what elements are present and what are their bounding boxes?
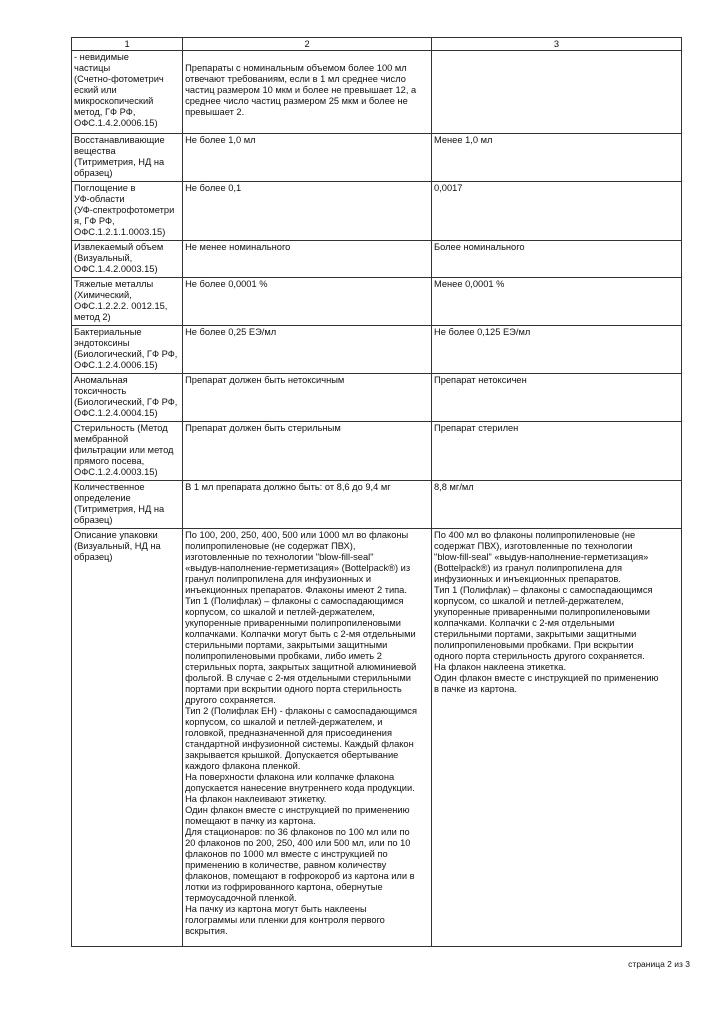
parameter-cell	[72, 241, 183, 278]
table-row	[72, 51, 682, 134]
cell-text-line: По 100, 200, 250, 400, 500 или 1000 мл во флаконы	[185, 530, 409, 540]
parameter-cell	[72, 422, 183, 481]
norm-cell	[183, 374, 432, 422]
parameter-cell	[72, 529, 183, 947]
table-row	[72, 481, 682, 529]
table-row	[72, 326, 682, 374]
cell-text-line: (Титриметрия, НД на	[74, 157, 165, 167]
column-header-1: 1	[72, 38, 183, 51]
cell-text-line: укупоренные приваренными полипропиленовыми	[434, 607, 650, 617]
cell-text-line: (Биологический, ГФ РФ,	[74, 397, 178, 407]
cell-text-line: я, ГФ РФ,	[74, 216, 115, 226]
cell-text-line: Бактериальные	[74, 327, 142, 337]
cell-text-line: ОФС.1.4.2.0003.15)	[74, 264, 158, 274]
cell-text-line: Аномальная	[74, 375, 128, 385]
norm-cell	[183, 529, 432, 947]
cell-text-line: Описание упаковки	[74, 530, 158, 540]
cell-text-line: стандартной инфузионной системы. Каждый флакон	[185, 739, 414, 749]
specification-table	[71, 37, 682, 947]
cell-text-line: УФ-области	[74, 194, 125, 204]
cell-text-line: Препарат нетоксичен	[434, 375, 527, 385]
cell-text-line: определение	[74, 493, 131, 503]
result-cell	[432, 422, 682, 481]
cell-text-line: Стерильность (Метод	[74, 423, 168, 433]
cell-text-line: Препараты с номинальным объемом более 100 мл	[185, 63, 407, 73]
cell-text-line: среднее число частиц размером 25 мкм и более не	[185, 96, 408, 106]
cell-text-line: лотки из гофрированного картона, обернутые	[185, 882, 383, 892]
result-cell	[432, 529, 682, 947]
cell-text-line: допускается нанесение внутреннего кода продукции.	[185, 783, 415, 793]
parameter-cell	[72, 278, 183, 326]
cell-text-line: ОФС.1.2.1.1.0003.15)	[74, 227, 166, 237]
cell-text-line: эндотоксины	[74, 338, 130, 348]
cell-text-line: колпачками. Колпачки могут быть с 2-мя отдельными	[185, 629, 416, 639]
cell-text-line: Не более 0,25 ЕЭ/мл	[185, 327, 277, 337]
cell-text-line: (Счетно-фотометрич	[74, 74, 164, 84]
cell-text-line: Не более 0,125 ЕЭ/мл	[434, 327, 531, 337]
cell-text-line: На флакон наклеивают этикетку.	[185, 794, 327, 804]
cell-text-line: применению в количестве, равном количеству	[185, 860, 387, 870]
cell-text-line: инфузионных и инъекционных препаратов.	[434, 574, 621, 584]
cell-text-line: (Визуальный, НД на	[74, 541, 161, 551]
result-cell	[432, 182, 682, 241]
cell-text-line: (УФ-спектрофотометри	[74, 205, 175, 215]
column-header-2: 2	[183, 38, 432, 51]
cell-text-line: (Титриметрия, НД на	[74, 504, 165, 514]
cell-text-line: Поглощение в	[74, 183, 136, 193]
table-row	[72, 422, 682, 481]
cell-text-line: Препарат должен быть нетоксичным	[185, 375, 345, 385]
norm-cell	[183, 241, 432, 278]
cell-text-line: образец)	[74, 168, 113, 178]
cell-text-line: Тип 1 (Полифлак) – флаконы с самоспадающимся	[434, 585, 653, 595]
cell-text-line: Менее 1,0 мл	[434, 135, 493, 145]
cell-text-line: колпачками. Колпачки с 2-мя отдельными	[434, 618, 615, 628]
cell-text-line: стерильных порта, закрытых защитной алюминиевой	[185, 662, 417, 672]
cell-text-line: ОФС.1.2.2.2. 0012.15,	[74, 301, 168, 311]
cell-text-line: укупоренные приваренными полипропиленовыми	[185, 618, 402, 628]
cell-text-line: термоусадочной пленкой.	[185, 893, 297, 903]
cell-text-line: Не более 0,0001 %	[185, 279, 268, 289]
cell-text-line: На пачку из картона могут быть наклеены	[185, 904, 367, 914]
cell-text-line: (Химический,	[74, 290, 132, 300]
cell-text-line: Препарат должен быть стерильным	[185, 423, 341, 433]
cell-text-line: Не более 1,0 мл	[185, 135, 256, 145]
norm-cell	[183, 182, 432, 241]
cell-text-line: - невидимые	[74, 52, 129, 62]
cell-text-line: ОФС.1.2.4.0003.15)	[74, 467, 158, 477]
cell-text-line: инъекционных препаратов. Флаконы имеют 2 типа.	[185, 585, 407, 595]
cell-text-line: помещают в пачку из картона.	[185, 816, 316, 826]
cell-text-line: головкой, предназначенной для присоединения	[185, 728, 393, 738]
cell-text-line: Препарат стерилен	[434, 423, 519, 433]
cell-text-line: фольгой. В случае с 2-мя отдельными стерильными	[185, 673, 411, 683]
cell-text-line: прямого посева,	[74, 456, 145, 466]
cell-text-line: (Биологический, ГФ РФ,	[74, 349, 178, 359]
cell-text-line: закрывается крышкой. Допускается обертывание	[185, 750, 399, 760]
cell-text-line: образец)	[74, 552, 113, 562]
result-cell	[432, 51, 682, 134]
table-header-row	[72, 38, 682, 51]
cell-text-line: одного порта стерильность другого сохраняется.	[434, 651, 645, 661]
cell-text-line: (Bottelpack®) из гранул полипропилена для	[434, 563, 623, 573]
parameter-cell	[72, 134, 183, 182]
cell-text-line: В 1 мл препарата должно быть: от 8,6 до 9,4 мг	[185, 482, 391, 492]
cell-text-line: 20 флаконов по 200, 250, 400 или 500 мл, или по 10	[185, 838, 411, 848]
cell-text-line: Восстанавливающие	[74, 135, 165, 145]
result-cell	[432, 241, 682, 278]
cell-text-line: голограммы или пленки для контроля первого	[185, 915, 385, 925]
cell-text-line: стерильными портами, закрытыми защитными	[434, 629, 637, 639]
parameter-cell	[72, 481, 183, 529]
cell-text-line: фильтрации или метод	[74, 445, 174, 455]
cell-text-line: отвечают требованиям, если в 1 мл среднее число	[185, 74, 406, 84]
cell-text-line: каждого флакона пленкой.	[185, 761, 301, 771]
table-row	[72, 182, 682, 241]
cell-text-line: стерильными портами, закрытыми защитными	[185, 640, 388, 650]
cell-text-line: Для стационаров: по 36 флаконов по 100 мл или по	[185, 827, 410, 837]
cell-text-line: мембранной	[74, 434, 129, 444]
parameter-cell	[72, 51, 183, 134]
cell-text-line: вскрытия.	[185, 926, 228, 936]
cell-text-line: микроскопический	[74, 96, 154, 106]
result-cell	[432, 481, 682, 529]
cell-text-line: полипропиленовыми пробками. При вскрытии	[434, 640, 634, 650]
cell-text-line: ОФС.1.4.2.0006.15)	[74, 118, 158, 128]
page-number: страница 2 из 3	[628, 959, 690, 969]
cell-text-line: портами при вскрытии одного порта стерильность	[185, 684, 402, 694]
cell-text-line: корпусом, со шкалой и петлей-держателем,	[185, 607, 375, 617]
cell-text-line	[185, 52, 429, 63]
cell-text-line: Более номинального	[434, 242, 525, 252]
result-cell	[432, 374, 682, 422]
cell-text-line: Не более 0,1	[185, 183, 242, 193]
cell-text-line: (Визуальный,	[74, 253, 133, 263]
cell-text-line: 8,8 мг/мл	[434, 482, 474, 492]
cell-text-line: Извлекаемый объем	[74, 242, 164, 252]
cell-text-line: частиц размером 10 мкм и более не превышает 12, а	[185, 85, 417, 95]
cell-text-line: токсичность	[74, 386, 127, 396]
cell-text-line: На флакон наклеена этикетка.	[434, 662, 567, 672]
cell-text-line: гранул полипропилена для инфузионных и	[185, 574, 372, 584]
cell-text-line: Не менее номинального	[185, 242, 291, 252]
cell-text-line: в пачке из картона.	[434, 684, 517, 694]
table-row	[72, 241, 682, 278]
parameter-cell	[72, 182, 183, 241]
cell-text-line: На поверхности флакона или колпачке флакона	[185, 772, 395, 782]
norm-cell	[183, 134, 432, 182]
cell-text-line: Тип 1 (Полифлак) – флаконы с самоспадающимся	[185, 596, 404, 606]
cell-text-line: образец)	[74, 515, 113, 525]
cell-text-line: превышает 2.	[185, 107, 245, 117]
cell-text-line: «выдув-наполнение-герметизация» (Bottelpack®) из	[185, 563, 411, 573]
table-row	[72, 134, 682, 182]
table-row	[72, 529, 682, 947]
parameter-cell	[72, 374, 183, 422]
parameter-cell	[72, 326, 183, 374]
norm-cell	[183, 481, 432, 529]
cell-text-line: Менее 0,0001 %	[434, 279, 505, 289]
result-cell	[432, 278, 682, 326]
cell-text-line: ОФС.1.2.4.0006.15)	[74, 360, 158, 370]
norm-cell	[183, 326, 432, 374]
cell-text-line: корпусом, со шкалой и петлей-держателем, и	[185, 717, 383, 727]
cell-text-line: флаконов по 1000 мл вместе с инструкцией по	[185, 849, 388, 859]
cell-text-line: По 400 мл во флаконы полипропиленовые (не	[434, 530, 636, 540]
cell-text-line: другого сохраняется.	[185, 695, 276, 705]
norm-cell	[183, 278, 432, 326]
norm-cell	[183, 422, 432, 481]
cell-text-line: полипропиленовыми пробками, либо иметь 2	[185, 651, 382, 661]
cell-text-line: Один флакон вместе с инструкцией по применению	[434, 673, 659, 683]
norm-cell	[183, 51, 432, 134]
cell-text-line: полипропиленовые (не содержат ПВХ),	[185, 541, 356, 551]
cell-text-line: Один флакон вместе с инструкцией по применению	[185, 805, 410, 815]
result-cell	[432, 134, 682, 182]
cell-text-line: метод, ГФ РФ,	[74, 107, 136, 117]
column-header-3: 3	[432, 38, 682, 51]
cell-text-line: корпусом, со шкалой и петлей-держателем,	[434, 596, 624, 606]
cell-text-line: флаконов, помещают в гофрокороб из картона или в	[185, 871, 415, 881]
result-cell	[432, 326, 682, 374]
cell-text-line: метод 2)	[74, 312, 111, 322]
cell-text-line: Количественное	[74, 482, 145, 492]
table-row	[72, 374, 682, 422]
cell-text-line: 0,0017	[434, 183, 463, 193]
cell-text-line: частицы	[74, 63, 111, 73]
cell-text-line: Тяжелые металлы	[74, 279, 154, 289]
cell-text-line: "blow-fill-seal" «выдув-наполнение-герметизация»	[434, 552, 649, 562]
cell-text-line: содержат ПВХ), изготовленные по технологии	[434, 541, 633, 551]
cell-text-line: изготовленные по технологии "blow-fill-seal"	[185, 552, 374, 562]
cell-text-line: ОФС.1.2.4.0004.15)	[74, 408, 158, 418]
table-row	[72, 278, 682, 326]
cell-text-line: Тип 2 (Полифлак ЕН) - флаконы с самоспадающимся	[185, 706, 417, 716]
cell-text-line: еский или	[74, 85, 117, 95]
cell-text-line: вещества	[74, 146, 116, 156]
